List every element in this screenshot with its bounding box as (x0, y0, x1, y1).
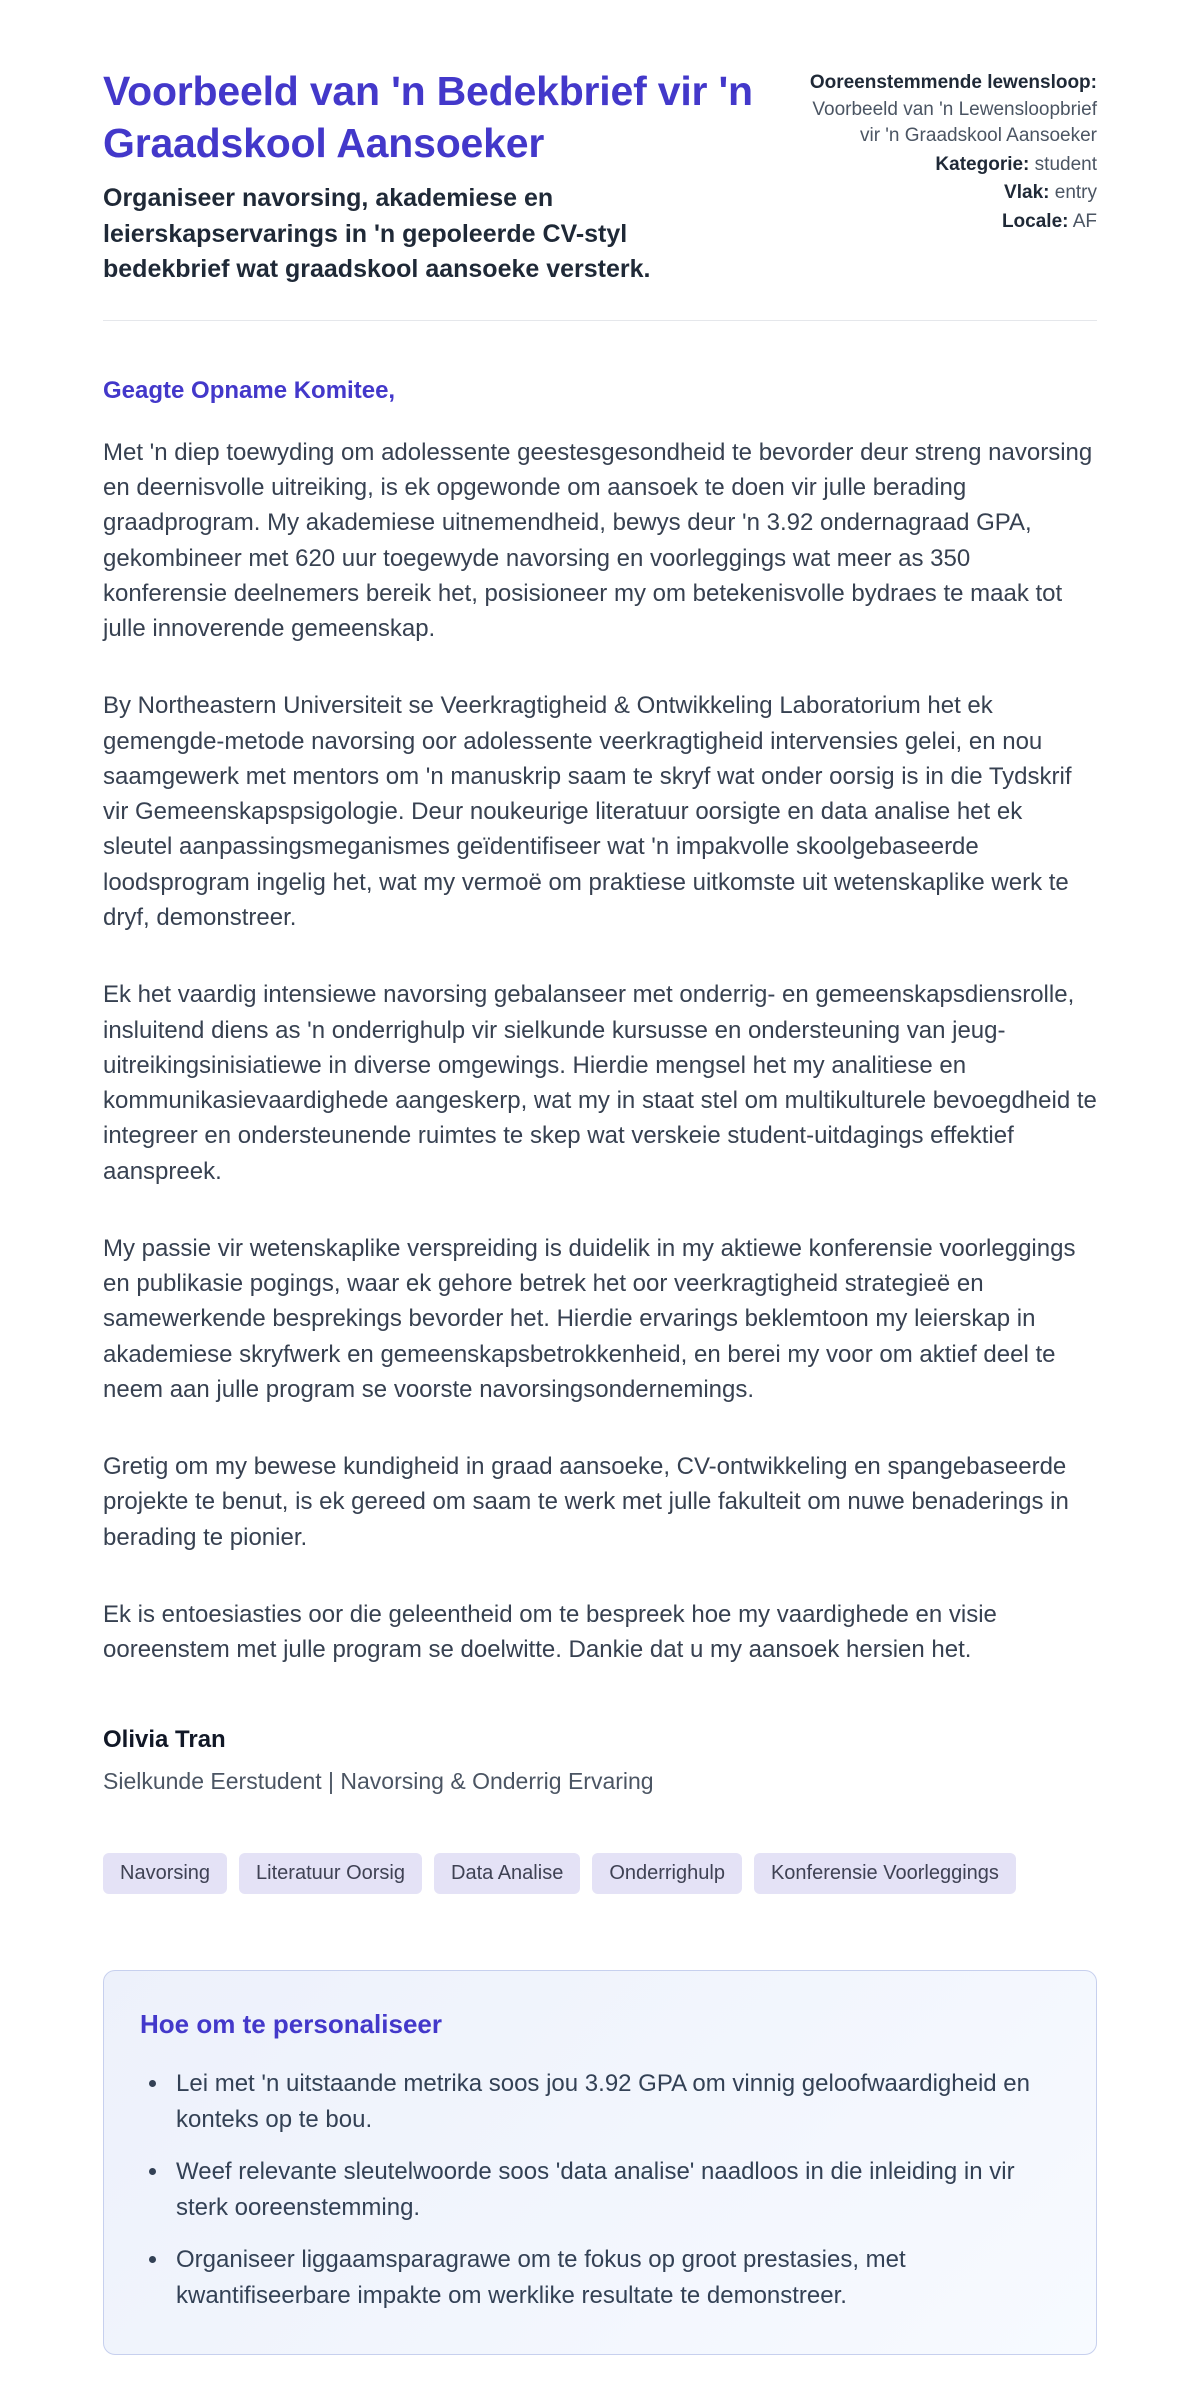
signature-role: Sielkunde Eerstudent | Navorsing & Onderrig Ervaring (103, 1767, 654, 1794)
tag-chip: Onderrighulp (592, 1853, 742, 1894)
tips-panel (103, 1970, 1097, 2355)
meta-item (798, 180, 1097, 207)
meta-item-label: Locale: (1001, 210, 1069, 232)
letter-greeting: Geagte Opname Komitee, (103, 376, 396, 404)
tip-item: • Weef relevante sleutelwoorde soos 'data analise' naadloos in die inleiding in vir sterk ooreenstemming. (170, 2154, 1050, 2226)
letter-paragraph: Gretig om my bewese kundigheid in graad aansoeke, CV-ontwikkeling en spangebaseerde projekte te benut, is ek gereed om saam te werk met julle fakulteit om nuwe benaderings in berading te pionier. (103, 1453, 1069, 1551)
meta-item-value: Voorbeeld van 'n Lewensloopbrief vir 'n Graadskool Aansoeker (812, 98, 1097, 147)
letter-paragraphs (103, 435, 1097, 1668)
meta-item (798, 70, 1097, 150)
meta-item-value: entry (1054, 182, 1097, 204)
header (103, 66, 1097, 288)
meta-item-value: student (1034, 153, 1097, 175)
tag-chip: Literatuur Oorsig (239, 1853, 422, 1894)
meta-item (798, 209, 1097, 236)
tips-heading: Hoe om te personaliseer (140, 2008, 442, 2039)
page (103, 0, 1097, 2395)
letter-paragraph: Ek is entoesiasties oor die geleentheid om te bespreek hoe my vaardighede en visie ooreenstem met julle program se doelwitte. Dankie dat u my aansoek hersien het. (103, 1600, 997, 1664)
page-subtitle: Organiseer navorsing, akademiese en leierskapservarings in 'n gepoleerde CV-styl bedekbrief wat graadskool aansoeke versterk. (103, 184, 651, 284)
tip-item: • Organiseer liggaamsparagrawe om te fokus op groot prestasies, met kwantifiseerbare impakte om werklike resultate te demonstreer. (170, 2242, 1050, 2314)
tip-item: • Lei met 'n uitstaande metrika soos jou 3.92 GPA om vinnig geloofwaardigheid en konteks op te bou. (170, 2066, 1050, 2138)
tips-list (140, 2066, 1050, 2314)
tag-chip: Navorsing (103, 1853, 227, 1894)
meta-item-label: Kategorie: (935, 153, 1030, 175)
meta-panel (798, 66, 1097, 238)
letter-paragraph: By Northeastern Universiteit se Veerkragtigheid & Ontwikkeling Laboratorium het ek gemengde-metode navorsing oor adolessente veerkragtigheid intervensies gelei, en nou saamgewerk met mentors om 'n manuskrip saam te skryf wat onder oorsig is in die Tydskrif vir Gemeenskapspsigologie. Deur noukeurige literatuur oorsigte en data analise het ek sleutel aanpassingsmeganismes geïdentifiseer wat 'n impakvolle skoolgebaseerde loodsprogram ingelig het, wat my vermoë om praktiese uitkomste uit wetenskaplike werk te dryf, demonstreer. (103, 692, 1072, 931)
letter-body (103, 377, 1097, 1795)
signature-name: Olivia Tran (103, 1725, 226, 1753)
page-title: Voorbeeld van 'n Bedekbrief vir 'n Graadskool Aansoeker (103, 68, 753, 166)
meta-item (798, 152, 1097, 179)
letter-paragraph: Ek het vaardig intensiewe navorsing gebalanseer met onderrig- en gemeenskapsdiensrolle, insluitend diens as 'n onderrighulp vir sielkunde kursusse en ondersteuning van jeug-uitreikingsinisiatiewe in diverse omgewings. Hierdie mengsel het my analitiese en kommunikasievaardighede aangeskerp, wat my in staat stel om multikulturele bevoegdheid te integreer en ondersteunende ruimtes te skep wat verskeie student-uitdagings effektief aanspreek. (103, 981, 1097, 1185)
tag-chip: Data Analise (434, 1853, 580, 1894)
letter-paragraph: My passie vir wetenskaplike verspreiding is duidelik in my aktiewe konferensie voorleggings en publikasie pogings, waar ek gehore betrek het oor veerkragtigheid strategieë en samewerkende besprekings bevorder het. Hierdie ervarings beklemtoon my leierskap in akademiese skryfwerk en gemeenskapsbetrokkenheid, en berei my voor om aktief deel te neem aan julle program se voorste navorsingsondernemings. (103, 1234, 1076, 1403)
letter-paragraph: Met 'n diep toewyding om adolessente geestesgesondheid te bevorder deur streng navorsing en deernisvolle uitreiking, is ek opgewonde om aansoek te doen vir julle berading graadprogram. My akademiese uitnemendheid, bewys deur 'n 3.92 ondernagraad GPA, gekombineer met 620 uur toegewyde navorsing en voorleggings wat meer as 350 konferensie deelnemers bereik het, posisioneer my om betekenisvolle bydraes te maak tot julle innoverende gemeenskap. (103, 438, 1093, 643)
meta-item-label: Vlak: (1004, 182, 1050, 204)
meta-item-label: Ooreenstemmende lewensloop: (809, 72, 1097, 93)
header-divider (103, 320, 1097, 321)
meta-item-value: AF (1072, 210, 1097, 232)
tag-list (103, 1853, 1097, 1894)
header-left (103, 66, 758, 288)
tag-chip: Konferensie Voorleggings (754, 1853, 1016, 1894)
